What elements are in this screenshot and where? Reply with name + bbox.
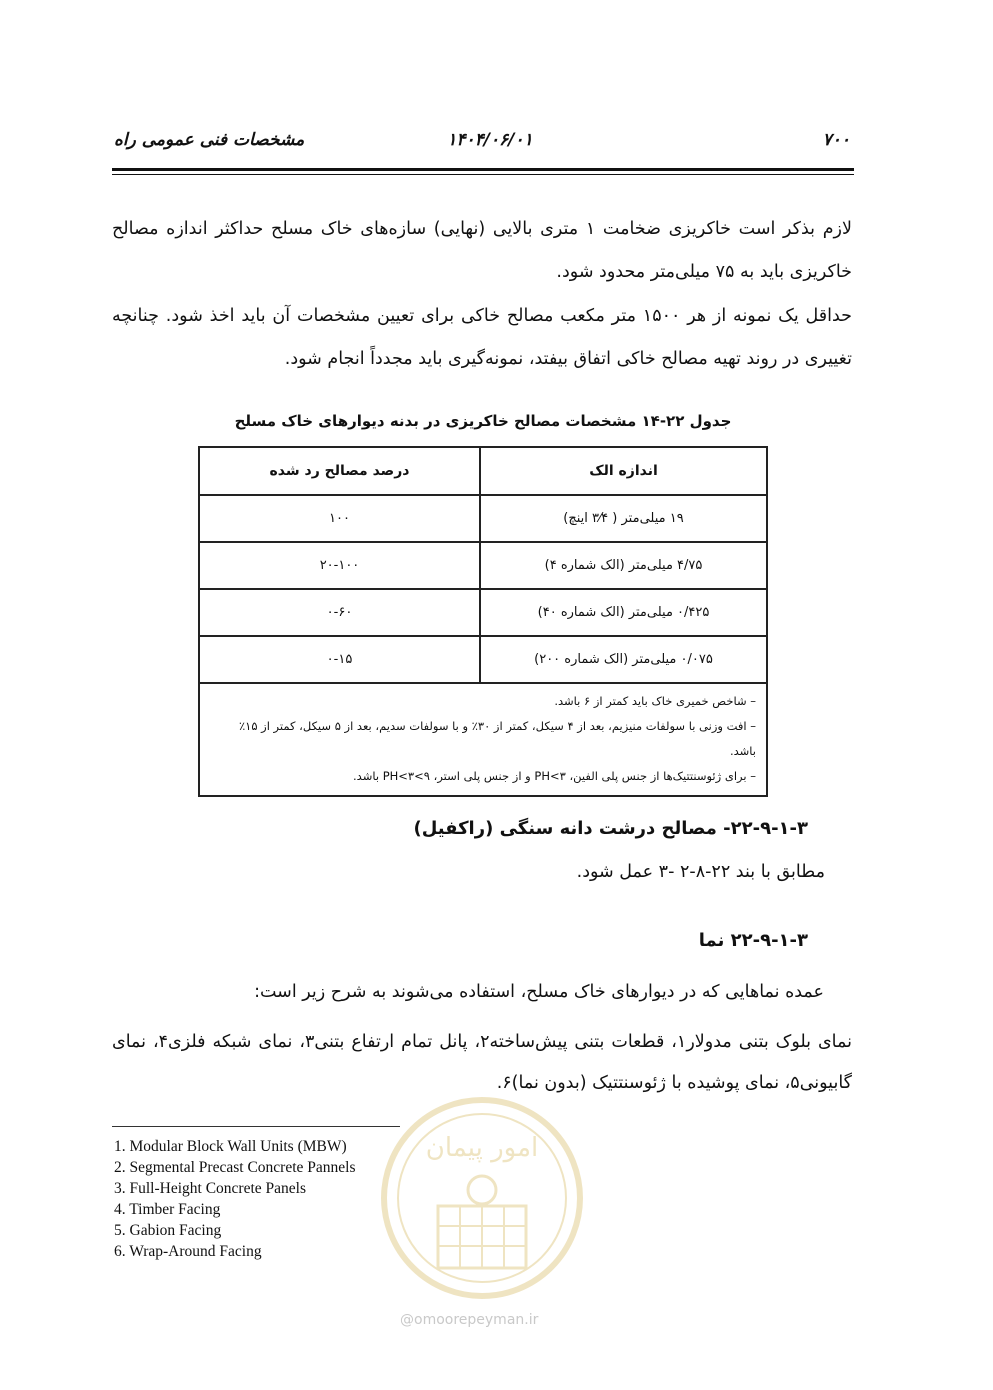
- sieve-size-cell: ۱۹ میلی‌متر ( ۳⁄۴ اینچ): [480, 495, 767, 542]
- footnote-item: 2. Segmental Precast Concrete Pannels: [114, 1159, 356, 1176]
- watermark-text: امور پیمان: [425, 1133, 539, 1163]
- table-caption: جدول ۲۲-۱۴ مشخصات مصالح خاکریزی در بدنه دیوارهای خاک مسلح: [234, 412, 732, 430]
- header-sieve-size: اندازه الک: [480, 447, 767, 495]
- section-heading-facing: ۲۲-۹-۱-۳ نما: [698, 930, 808, 951]
- footnote-item: 1. Modular Block Wall Units (MBW): [114, 1138, 347, 1155]
- table-note: – افت وزنی با سولفات منیزیم، بعد از ۴ سیکل، کمتر از ۳۰٪ و با سولفات سدیم، بعد از ۵ سیکل، کمتر از ۱۵٪ باشد.: [238, 719, 756, 758]
- footnote-item: 6. Wrap-Around Facing: [114, 1243, 262, 1260]
- section-text-facing-types: نمای بلوک بتنی مدولار۱، قطعات بتنی پیش‌ساخته۲، پانل تمام ارتفاع بتنی۳، نمای شبکه فلزی۴، نمای گابیونی۵، نمای پوشیده با ژئوسنتتیک (بدون نما)۶.: [112, 1032, 852, 1093]
- table-row: [199, 495, 767, 542]
- percent-passing-cell: ۲۰-۱۰۰: [199, 542, 480, 589]
- page-number: ۷۰۰: [822, 130, 850, 150]
- footnote-item: 4. Timber Facing: [114, 1201, 221, 1218]
- intro-paragraph-2: حداقل یک نمونه از هر ۱۵۰۰ متر مکعب مصالح خاکی برای تعیین مشخصات آن باید اخذ شود. چنانچه تغییری در روند تهیه مصالح خاکی اتفاق بیفتد، نمونه‌گیری باید مجدداً انجام شود.: [112, 306, 852, 369]
- footnote-item: 3. Full-Height Concrete Panels: [114, 1180, 306, 1197]
- header-percent-passing: درصد مصالح رد شده: [199, 447, 480, 495]
- table-row: [199, 589, 767, 636]
- percent-passing-cell: ۰-۱۵: [199, 636, 480, 683]
- table-row: [199, 542, 767, 589]
- watermark-url: @omoorepeyman.ir: [400, 1312, 539, 1328]
- sieve-size-cell: ۴/۷۵ میلی‌متر (الک شماره ۴): [480, 542, 767, 589]
- header-date: ۱۴۰۴/۰۶/۰۱: [447, 130, 533, 150]
- percent-passing-cell: ۱۰۰: [199, 495, 480, 542]
- table-note: – برای ژئوسنتتیک‌ها از جنس پلی الفین، PH<۳ و از جنس پلی استر، ۹>PH<۳ باشد.: [353, 769, 756, 783]
- table-header-row: [199, 447, 767, 495]
- section-heading-rockfill: ۲۲-۹-۱-۳- مصالح درشت دانه سنگی (راکفیل): [413, 818, 808, 839]
- footnote-separator: [112, 1126, 400, 1127]
- running-title: مشخصات فنی عمومی راه: [114, 130, 305, 150]
- gradation-table: [198, 446, 768, 797]
- section-text-facing-intro: عمده نماهایی که در دیوارهای خاک مسلح، استفاده می‌شوند به شرح زیر است:: [254, 982, 824, 1002]
- sieve-size-cell: ۰/۰۷۵ میلی‌متر (الک شماره ۲۰۰): [480, 636, 767, 683]
- header-rule-thick: [112, 168, 854, 171]
- header-rule-thin: [112, 174, 854, 175]
- sieve-size-cell: ۰/۴۲۵ میلی‌متر (الک شماره ۴۰): [480, 589, 767, 636]
- section-text-rockfill: مطابق با بند ۲۲-۸-۲ -۳ عمل شود.: [576, 862, 825, 882]
- intro-paragraph-1: لازم بذکر است خاکریزی ضخامت ۱ متری بالایی (نهایی) سازه‌های خاک مسلح حداکثر اندازه مصالح خاکریزی باید به ۷۵ میلی‌متر محدود شود.: [112, 219, 852, 282]
- footnotes-list: [114, 1136, 355, 1262]
- table-notes: [199, 683, 767, 796]
- table-note: – شاخص خمیری خاک باید کمتر از ۶ باشد.: [554, 694, 756, 708]
- table-notes-row: [199, 683, 767, 796]
- footnote-item: 5. Gabion Facing: [114, 1222, 222, 1239]
- percent-passing-cell: ۰-۶۰: [199, 589, 480, 636]
- watermark-logo: [376, 1086, 588, 1326]
- table-row: [199, 636, 767, 683]
